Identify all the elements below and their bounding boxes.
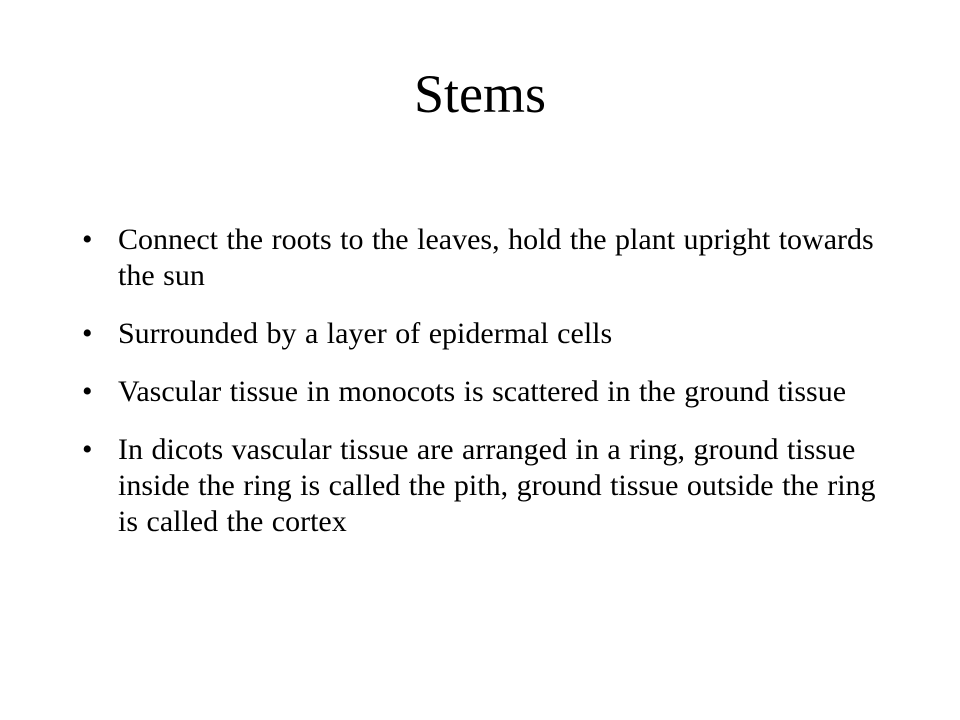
bullet-text: Surrounded by a layer of epidermal cells [118, 317, 613, 350]
bullet-list [80, 222, 880, 562]
bullet-item-roots-leaves [80, 222, 880, 294]
bullet-item-epidermal [80, 316, 880, 352]
bullet-icon: • [82, 375, 93, 408]
slide-title: Stems [413, 64, 547, 124]
bullet-icon: • [82, 317, 93, 350]
bullet-icon: • [82, 433, 93, 466]
bullet-item-dicots [80, 432, 880, 540]
bullet-text: In dicots vascular tissue are arranged in a ring, ground tissue inside the ring is called the pith, ground tissue outside the ring is called the cortex [118, 433, 876, 538]
bullet-icon: • [82, 223, 93, 256]
bullet-text: Vascular tissue in monocots is scattered in the ground tissue [118, 375, 847, 408]
bullet-item-monocots [80, 374, 880, 410]
bullet-text: Connect the roots to the leaves, hold the plant upright towards the sun [118, 223, 874, 292]
